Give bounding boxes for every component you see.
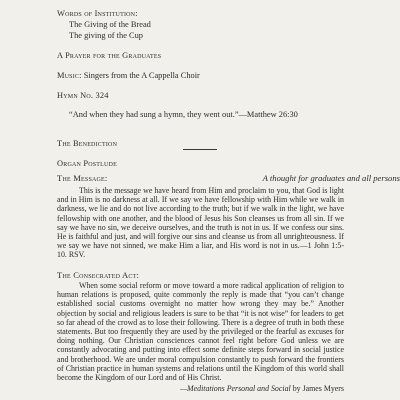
benediction: The Benediction xyxy=(57,138,118,148)
section-divider xyxy=(183,149,217,150)
act-attribution xyxy=(57,384,344,393)
music-line xyxy=(57,70,387,81)
music-detail: Singers from the A Cappella Choir xyxy=(83,71,200,80)
hymn-quote: “And when they had sung a hymn, they went out.”—Matthew 26:30 xyxy=(69,110,298,120)
act-body: When some social reform or move toward a more radical application of religion to human relations is proposed, quite commonly the reply is made that “you can’t change established social customs overnight no matter how wrong they may be.” Another objection by social and religious leaders is sure to be that “it is not wise” for leaders to get so far ahead of the crowd as to lose their following. There is a degree of truth in both these statements. But too frequently they are used by the privileged or the fearful as excuses for doing nothing. Our Christian consciences cannot feel right before God unless we are constantly advocating and putting into effect some definite steps forward in social justice and brotherhood. We are under moral compulsion constantly to push forward the frontiers of Christian practice in human systems and relations until the Kingdom of this world shall become the Kingdom of our Lord and of His Christ. xyxy=(57,281,344,383)
organ-postlude: Organ Postlude xyxy=(57,158,117,168)
message-heading: The Message: xyxy=(57,173,108,183)
message-tagline: A thought for graduates and all persons xyxy=(262,173,400,183)
music-label: Music: xyxy=(57,71,82,80)
attribution-author: by James Myers xyxy=(292,384,344,393)
giving-of-cup: The giving of the Cup xyxy=(69,31,143,40)
order-of-service xyxy=(57,0,387,169)
attribution-work: —Meditations Personal and Social xyxy=(180,384,291,393)
prayer-for-graduates: A Prayer for the Graduates xyxy=(57,51,162,60)
message-body: This is the message we have heard from Him and proclaim to you, that God is light and in Him is no darkness at all. If we say we have fellowship with Him while we walk in darkness, we lie and do not live according to the truth; but if we walk in the light, we have fellowship with one another, and the blood of Jesus his Son cleanses us from all sin. If we say we have no sin, we deceive ourselves, and the truth is not in us. If we confess our sins. He is faithful and just, and will forgive our sins and cleanse us from all unrighteousness. If we say we have not sinned, we make Him a liar, and His word is not in us.—1 John 1:5-10. RSV. xyxy=(57,186,344,260)
giving-of-bread: The Giving of the Bread xyxy=(69,20,151,29)
act-heading: The Consecrated Act: xyxy=(57,270,140,280)
institution-heading: Words of Institution: xyxy=(57,9,138,18)
message-heading-row xyxy=(57,173,400,184)
act-heading-row xyxy=(57,270,139,281)
hymn-number: Hymn No. 324 xyxy=(57,91,109,100)
